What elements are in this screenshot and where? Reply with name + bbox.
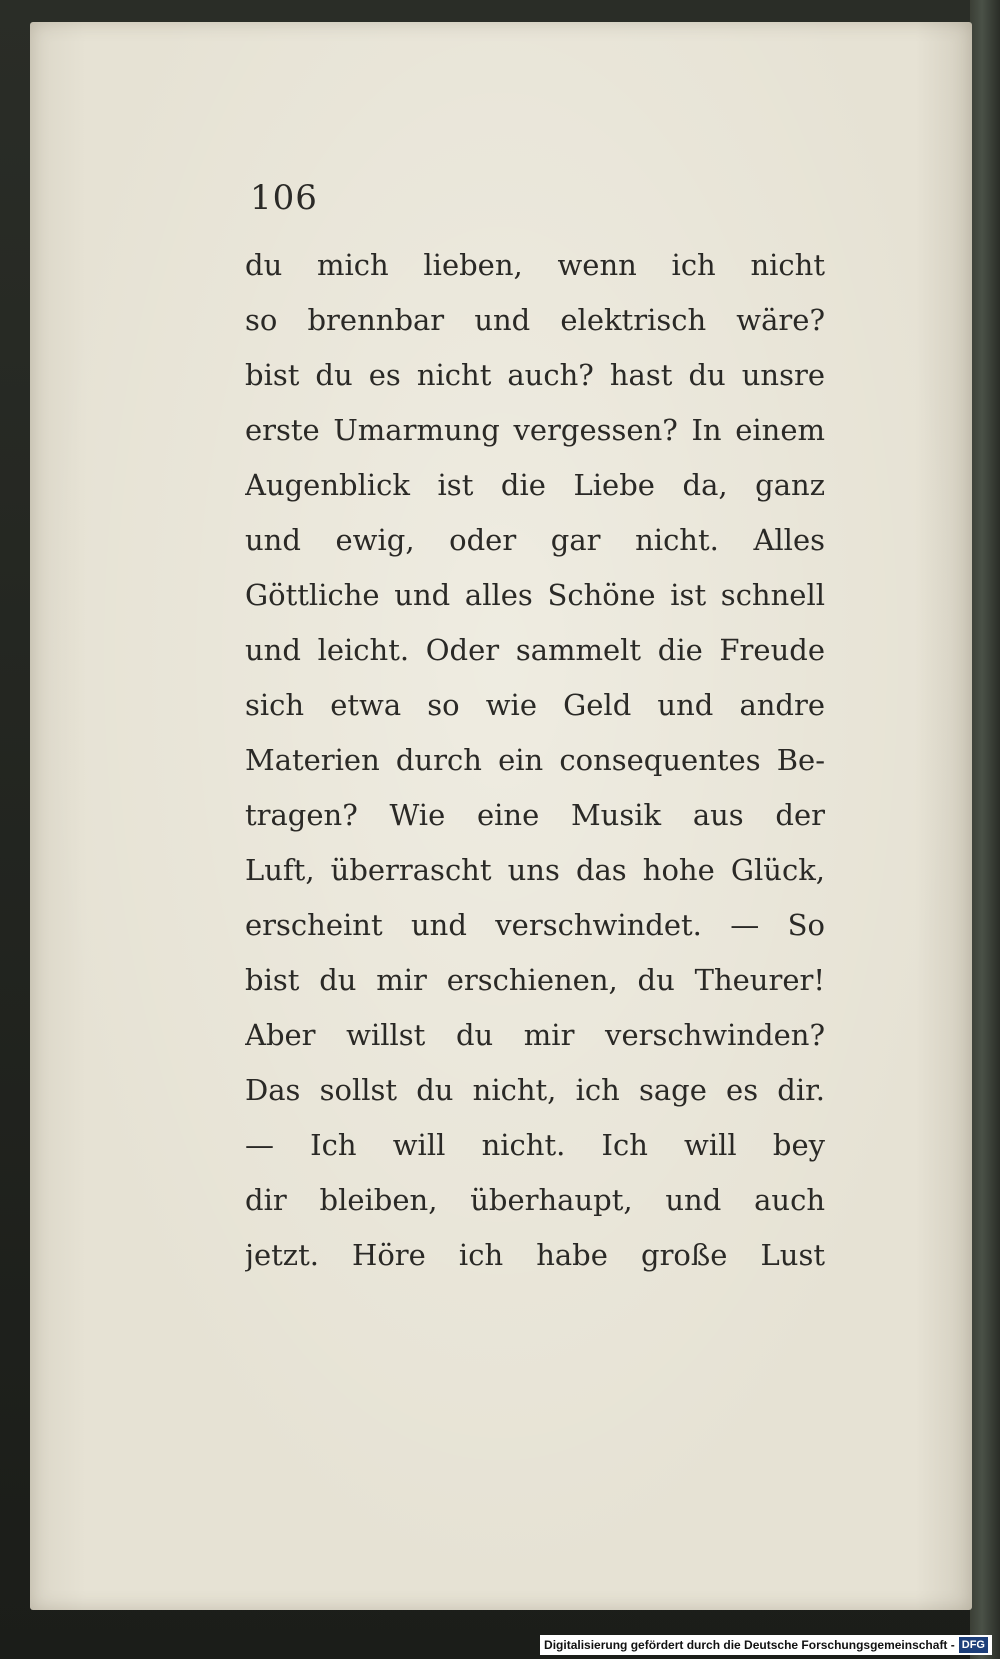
digitization-credit bbox=[540, 1635, 992, 1655]
text-line: tragen? Wie eine Musik aus der bbox=[245, 798, 825, 832]
text-line: sich etwa so wie Geld und andre bbox=[245, 688, 825, 722]
text-line: — Ich will nicht. Ich will bey bbox=[245, 1128, 825, 1162]
dfg-logo: DFG bbox=[959, 1637, 988, 1653]
text-line: und ewig, oder gar nicht. Alles bbox=[245, 523, 825, 557]
text-line: Augenblick ist die Liebe da, ganz bbox=[245, 468, 825, 502]
book-cover-edge bbox=[970, 0, 1000, 1659]
text-line: Luft, überrascht uns das hohe Glück, bbox=[245, 853, 825, 887]
text-line: erste Umarmung vergessen? In einem bbox=[245, 413, 825, 447]
text-line: Das sollst du nicht, ich sage es dir. bbox=[245, 1073, 825, 1107]
credit-text: Digitalisierung gefördert durch die Deutsche Forschungsgemeinschaft - bbox=[544, 1638, 955, 1652]
text-line: dir bleiben, überhaupt, und auch bbox=[245, 1183, 825, 1217]
text-line: Göttliche und alles Schöne ist schnell bbox=[245, 578, 825, 612]
text-line: und leicht. Oder sammelt die Freude bbox=[245, 633, 825, 667]
body-text bbox=[245, 238, 825, 1283]
text-line: jetzt. Höre ich habe große Lust bbox=[245, 1238, 825, 1272]
text-line: Materien durch ein consequentes Be- bbox=[245, 743, 825, 777]
text-line: erscheint und verschwindet. — So bbox=[245, 908, 825, 942]
text-line: so brennbar und elektrisch wäre? bbox=[245, 303, 825, 337]
page-number: 106 bbox=[250, 178, 318, 218]
text-line: du mich lieben, wenn ich nicht bbox=[245, 248, 825, 282]
text-line: bist du mir erschienen, du Theurer! bbox=[245, 963, 825, 997]
text-line: Aber willst du mir verschwinden? bbox=[245, 1018, 825, 1052]
text-line: bist du es nicht auch? hast du unsre bbox=[245, 358, 825, 392]
